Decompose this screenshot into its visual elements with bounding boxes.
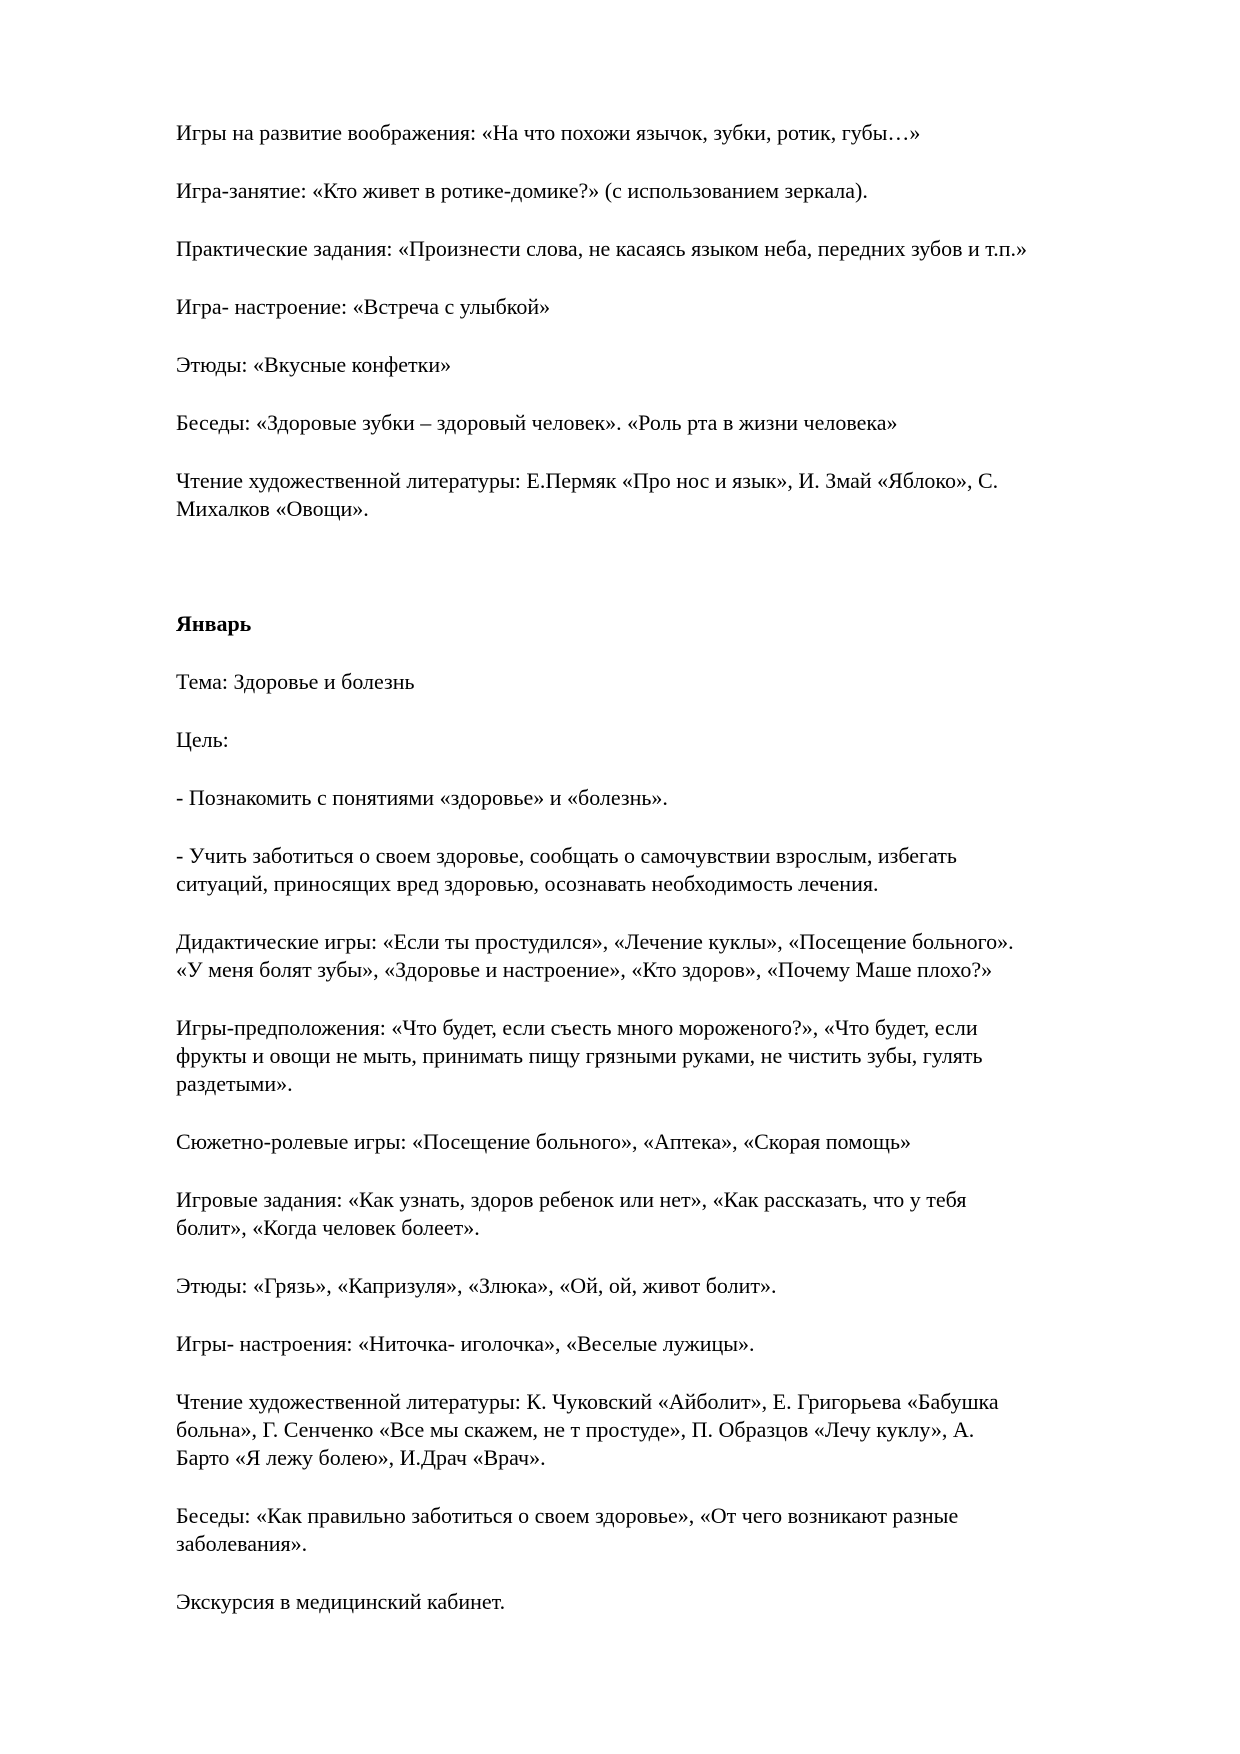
paragraph-game-lesson: Игра-занятие: «Кто живет в ротике-домике?» (с использованием зеркала). <box>176 178 868 203</box>
paragraph-line: заболевания». <box>176 1531 308 1556</box>
month-heading: Январь <box>176 611 252 636</box>
paragraph-line: фрукты и овощи не мыть, принимать пищу грязными руками, не чистить зубы, гулять <box>176 1043 983 1068</box>
paragraph-line: Чтение художественной литературы: К. Чуковский «Айболит», Е. Григорьева «Бабушка <box>176 1389 999 1414</box>
paragraph-line: ситуаций, приносящих вред здоровью, осознавать необходимость лечения. <box>176 871 879 896</box>
paragraph-line: Михалков «Овощи». <box>176 496 369 521</box>
paragraph-practical-tasks: Практические задания: «Произнести слова, не касаясь языком неба, передних зубов и т.п.» <box>176 236 1028 261</box>
paragraph-game-tasks <box>176 1186 1166 1242</box>
goal-item <box>176 842 1166 898</box>
paragraph-excursion: Экскурсия в медицинский кабинет. <box>176 1589 506 1614</box>
paragraph-reading <box>176 1388 1166 1472</box>
paragraph-line: раздетыми». <box>176 1071 293 1096</box>
paragraph-talks <box>176 1502 1166 1558</box>
paragraph-line: Дидактические игры: «Если ты простудился», «Лечение куклы», «Посещение больного». <box>176 929 1014 954</box>
paragraph-line: Барто «Я лежу болею», И.Драч «Врач». <box>176 1445 546 1470</box>
paragraph-mood-game: Игра- настроение: «Встреча с улыбкой» <box>176 294 551 319</box>
paragraph-line: «У меня болят зубы», «Здоровье и настроение», «Кто здоров», «Почему Маше плохо?» <box>176 957 993 982</box>
paragraph-line: Игры-предположения: «Что будет, если съесть много мороженого?», «Что будет, если <box>176 1015 978 1040</box>
paragraph-talks: Беседы: «Здоровые зубки – здоровый человек». «Роль рта в жизни человека» <box>176 410 898 435</box>
paragraph-assumption-games <box>176 1014 1166 1098</box>
paragraph-reading <box>176 467 1166 523</box>
paragraph-line: - Учить заботиться о своем здоровье, сообщать о самочувствии взрослым, избегать <box>176 843 957 868</box>
paragraph-etudes: Этюды: «Вкусные конфетки» <box>176 352 452 377</box>
paragraph-didactic-games <box>176 928 1166 984</box>
theme-line: Тема: Здоровье и болезнь <box>176 669 415 694</box>
paragraph-imagination-games: Игры на развитие воображения: «На что похожи язычок, зубки, ротик, губы…» <box>176 120 921 145</box>
paragraph-mood-games: Игры- настроения: «Ниточка- иголочка», «Веселые лужицы». <box>176 1331 755 1356</box>
paragraph-etudes: Этюды: «Грязь», «Капризуля», «Злюка», «Ой, ой, живот болит». <box>176 1273 777 1298</box>
paragraph-line: больна», Г. Сенченко «Все мы скажем, не т простуде», П. Образцов «Лечу куклу», А. <box>176 1417 975 1442</box>
paragraph-role-games: Сюжетно-ролевые игры: «Посещение больного», «Аптека», «Скорая помощь» <box>176 1129 911 1154</box>
paragraph-line: Чтение художественной литературы: Е.Пермяк «Про нос и язык», И. Змай «Яблоко», С. <box>176 468 999 493</box>
paragraph-line: Игровые задания: «Как узнать, здоров ребенок или нет», «Как рассказать, что у тебя <box>176 1187 967 1212</box>
paragraph-line: Беседы: «Как правильно заботиться о своем здоровье», «От чего возникают разные <box>176 1503 959 1528</box>
goal-item: - Познакомить с понятиями «здоровье» и «болезнь». <box>176 785 668 810</box>
goal-label: Цель: <box>176 727 229 752</box>
paragraph-line: болит», «Когда человек болеет». <box>176 1215 480 1240</box>
